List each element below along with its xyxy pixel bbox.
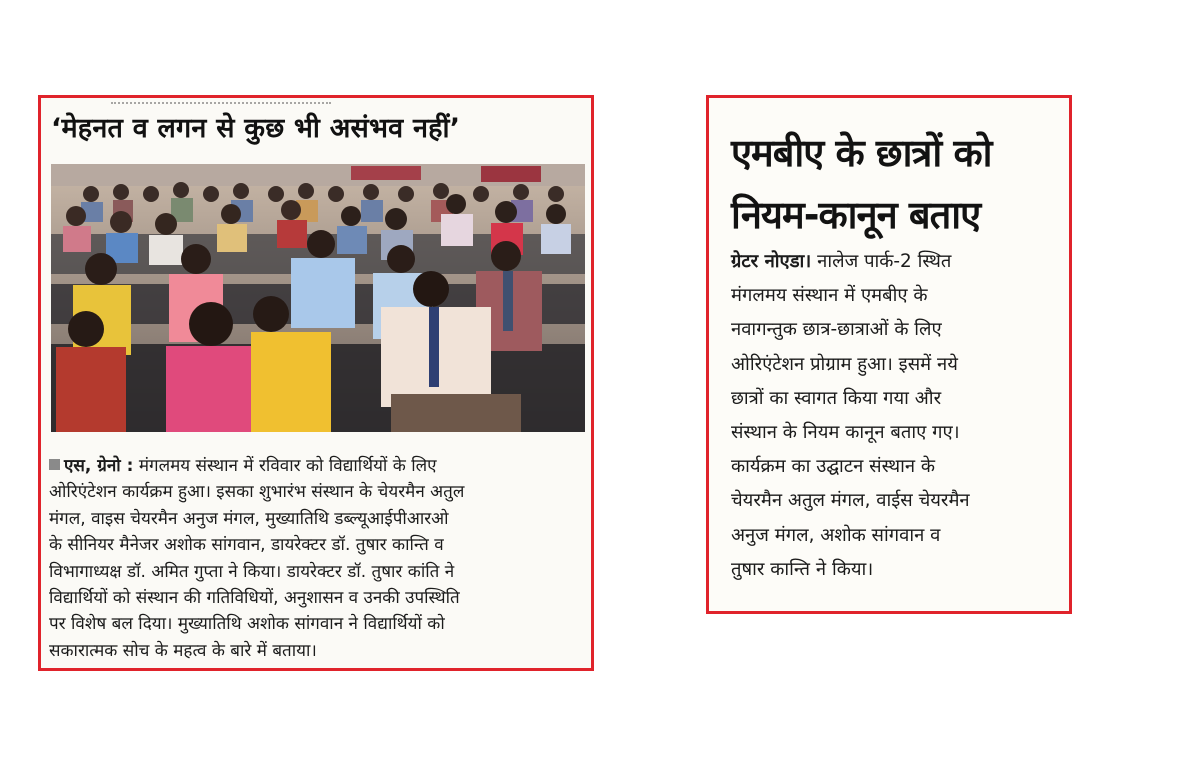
body-line: पर विशेष बल दिया। मुख्यातिथि अशोक सांगवान ने विद्यार्थियों को <box>49 614 445 635</box>
body-line: सकारात्मक सोच के महत्व के बारे में बताया। <box>49 640 317 661</box>
newspaper-clipping-right <box>706 95 1072 614</box>
body-line: विद्यार्थियों को संस्थान की गतिविधियों, अनुशासन व उनकी उपस्थिति <box>49 588 460 609</box>
body-line: चेयरमैन अतुल मंगल, वाईस चेयरमैन <box>731 490 970 512</box>
body-line: नालेज पार्क-2 स्थित <box>817 251 952 272</box>
body-line: मंगलमय संस्थान में रविवार को विद्यार्थियों के लिए <box>138 456 437 476</box>
body-line: के सीनियर मैनेजर अशोक सांगवान, डायरेक्टर डॉ. तुषार कान्ति व <box>49 535 444 556</box>
body-line: विभागाध्यक्ष डॉ. अमित गुप्ता ने किया। डायरेक्टर डॉ. तुषार कांति ने <box>49 561 455 582</box>
audience-photo <box>51 164 585 432</box>
body-line: नवागन्तुक छात्र-छात्राओं के लिए <box>731 319 942 341</box>
headline-line: नियम-कानून बताए <box>731 193 981 237</box>
article-body-right <box>731 245 1071 587</box>
body-line: तुषार कान्ति ने किया। <box>731 558 874 580</box>
bullet-square-icon <box>49 459 60 470</box>
dateline: ग्रेटर नोएडा। <box>731 251 812 272</box>
body-line: मंगल, वाइस चेयरमैन अनुज मंगल, मुख्यातिथि डब्ल्यूआईपीआरओ <box>49 508 449 529</box>
article-body-left <box>49 453 589 664</box>
body-line: मंगलमय संस्थान में एमबीए के <box>731 285 928 307</box>
cut-edge <box>111 94 331 104</box>
body-line: कार्यक्रम का उद्घाटन संस्थान के <box>731 456 936 478</box>
headline-right <box>731 122 992 246</box>
newspaper-clipping-left <box>38 95 594 671</box>
body-line: अनुज मंगल, अशोक सांगवान व <box>731 524 941 546</box>
body-line: ओरिएंटेशन कार्यक्रम हुआ। इसका शुभारंभ संस्थान के चेयरमैन अतुल <box>49 482 465 503</box>
byline: एस, ग्रेनो : <box>64 456 134 476</box>
body-line: ओरिएंटेशन प्रोग्राम हुआ। इसमें नये <box>731 353 958 375</box>
headline-line: एमबीए के छात्रों को <box>731 131 992 175</box>
headline-left: ‘मेहनत व लगन से कुछ भी असंभव नहीं’ <box>51 113 461 144</box>
body-line: संस्थान के नियम कानून बताए गए। <box>731 422 960 444</box>
body-line: छात्रों का स्वागत किया गया और <box>731 387 942 409</box>
